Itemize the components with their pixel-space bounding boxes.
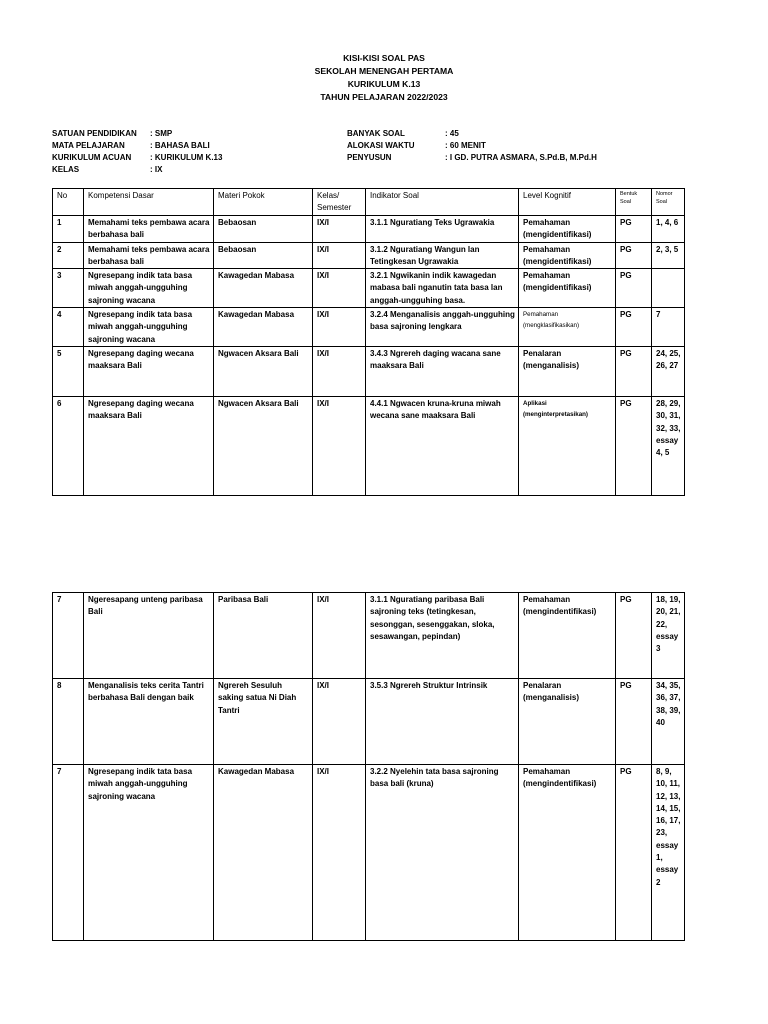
cell-indikator: 3.2.2 Nyelehin tata basa sajroning basa bali (kruna) (366, 765, 519, 941)
cell-bentuk-soal: PG (616, 679, 652, 765)
cell-kompetensi-dasar: Ngresepang indik tata basa miwah anggah-ungguhing sajroning wacana (84, 308, 214, 347)
meta-right (347, 128, 667, 164)
cell-kelas: IX/I (313, 396, 366, 495)
cell-no: 1 (53, 216, 84, 243)
meta-label: PENYUSUN (347, 153, 392, 162)
cell-level-kognitif: Penalaran (menganalisis) (519, 346, 616, 396)
cell-kelas: IX/I (313, 308, 366, 347)
table-row (53, 216, 685, 243)
meta-row (347, 152, 667, 164)
cell-bentuk-soal: PG (616, 269, 652, 308)
cell-indikator: 3.4.3 Ngrereh daging wacana sane maaksara Bali (366, 346, 519, 396)
cell-materi-pokok: Kawagedan Mabasa (214, 308, 313, 347)
cell-no: 4 (53, 308, 84, 347)
title-line: TAHUN PELAJARAN 2022/2023 (320, 92, 448, 102)
meta-value: : 45 (445, 129, 459, 138)
header-kompetensi-dasar: Kompetensi Dasar (84, 189, 214, 216)
cell-bentuk-soal: PG (616, 593, 652, 679)
header-no: No (53, 189, 84, 216)
title-line: KURIKULUM K.13 (347, 79, 421, 89)
cell-nomor-soal: 24, 25, 26, 27 (652, 346, 685, 396)
cell-level-kognitif: Pemahaman (mengidentifikasi) (519, 269, 616, 308)
cell-kelas: IX/I (313, 346, 366, 396)
meta-row (52, 152, 332, 164)
cell-kompetensi-dasar: Ngresepang daging wecana maaksara Bali (84, 396, 214, 495)
meta-value: : 60 MENIT (445, 141, 486, 150)
meta-row (347, 140, 667, 152)
cell-kelas: IX/I (313, 216, 366, 243)
cell-level-kognitif: Pemahaman (mengindentifikasi) (519, 593, 616, 679)
cell-level-kognitif (519, 308, 616, 347)
cell-no: 6 (53, 396, 84, 495)
header-level-kognitif: Level Kognitif (519, 189, 616, 216)
header-nomor-soal: Nomor Soal (652, 189, 685, 216)
cell-indikator: 4.4.1 Ngwacen kruna-kruna miwah wecana sane maaksara Bali (366, 396, 519, 495)
cell-kompetensi-dasar: Ngresepang indik tata basa miwah anggah-ungguhing sajroning wacana (84, 269, 214, 308)
cell-kelas: IX/I (313, 679, 366, 765)
cell-materi-pokok: Kawagedan Mabasa (214, 269, 313, 308)
cell-kompetensi-dasar: Ngresepang indik tata basa miwah anggah-ungguhing sajroning wacana (84, 765, 214, 941)
cell-bentuk-soal: PG (616, 396, 652, 495)
cell-bentuk-soal: PG (616, 765, 652, 941)
cell-level-kognitif: Pemahaman (mengidentifikasi) (519, 242, 616, 269)
header-materi-pokok: Materi Pokok (214, 189, 313, 216)
meta-value: : KURIKULUM K.13 (150, 153, 223, 162)
cell-nomor-soal (652, 269, 685, 308)
cell-indikator: 3.1.1 Nguratiang paribasa Bali sajroning teks (tetingkesan, sesonggan, sesenggakan, sloka, sesawangan, pepindan) (366, 593, 519, 679)
table-row (53, 765, 685, 941)
meta-value: : I GD. PUTRA ASMARA, S.Pd.B, M.Pd.H (445, 153, 597, 162)
meta-row (52, 128, 332, 140)
cell-nomor-soal: 28, 29, 30, 31, 32, 33, essay 4, 5 (652, 396, 685, 495)
meta-left (52, 128, 332, 176)
cell-bentuk-soal: PG (616, 346, 652, 396)
cell-kompetensi-dasar: Memahami teks pembawa acara berbahasa bali (84, 216, 214, 243)
meta-row (347, 128, 667, 140)
meta-value: : IX (150, 165, 163, 174)
cell-materi-pokok: Ngwacen Aksara Bali (214, 346, 313, 396)
meta-label: SATUAN PENDIDIKAN (52, 129, 137, 138)
cell-nomor-soal: 1, 4, 6 (652, 216, 685, 243)
cell-indikator: 3.1.2 Nguratiang Wangun lan Tetingkesan Ugrawakia (366, 242, 519, 269)
meta-label: KELAS (52, 165, 80, 174)
cell-kompetensi-dasar: Menganalisis teks cerita Tantri berbahasa Bali dengan baik (84, 679, 214, 765)
table-row (53, 679, 685, 765)
cell-kompetensi-dasar: Memahami teks pembawa acara berbahasa bali (84, 242, 214, 269)
cell-kelas: IX/I (313, 593, 366, 679)
cell-materi-pokok: Kawagedan Mabasa (214, 765, 313, 941)
cell-nomor-soal: 18, 19, 20, 21, 22, essay 3 (652, 593, 685, 679)
level-kognitif-text: Pemahaman (mengklasifikasikan) (523, 311, 580, 330)
cell-kompetensi-dasar: Ngeresapang unteng paribasa Bali (84, 593, 214, 679)
kisi-kisi-table-1 (52, 188, 685, 496)
table-row (53, 593, 685, 679)
cell-nomor-soal: 34, 35, 36, 37, 38, 39, 40 (652, 679, 685, 765)
cell-kompetensi-dasar: Ngresepang daging wecana maaksara Bali (84, 346, 214, 396)
kisi-kisi-table-2 (52, 592, 685, 941)
meta-label: ALOKASI WAKTU (347, 141, 415, 150)
table-row (53, 269, 685, 308)
table-row (53, 396, 685, 495)
cell-no: 3 (53, 269, 84, 308)
meta-label: BANYAK SOAL (347, 129, 405, 138)
header-indikator-soal: Indikator Soal (366, 189, 519, 216)
cell-indikator: 3.5.3 Ngrereh Struktur Intrinsik (366, 679, 519, 765)
meta-value: : SMP (150, 129, 173, 138)
cell-kelas: IX/I (313, 269, 366, 308)
cell-bentuk-soal: PG (616, 308, 652, 347)
title-line: KISI-KISI SOAL PAS (343, 53, 425, 63)
cell-no: 7 (53, 593, 84, 679)
cell-materi-pokok: Paribasa Bali (214, 593, 313, 679)
cell-nomor-soal: 2, 3, 5 (652, 242, 685, 269)
meta-row (52, 140, 332, 152)
table-row (53, 346, 685, 396)
cell-indikator: 3.1.1 Nguratiang Teks Ugrawakia (366, 216, 519, 243)
document-title (0, 52, 768, 104)
cell-no: 5 (53, 346, 84, 396)
meta-label: KURIKULUM ACUAN (52, 153, 132, 162)
level-kognitif-text: Aplikasi (menginterpretasikan) (523, 399, 588, 418)
cell-materi-pokok: Ngrereh Sesuluh saking satua Ni Diah Tantri (214, 679, 313, 765)
cell-materi-pokok: Bebaosan (214, 216, 313, 243)
table-header-row (53, 189, 685, 216)
cell-nomor-soal: 7 (652, 308, 685, 347)
cell-materi-pokok: Ngwacen Aksara Bali (214, 396, 313, 495)
cell-bentuk-soal: PG (616, 242, 652, 269)
meta-row (52, 164, 332, 176)
cell-no: 7 (53, 765, 84, 941)
cell-level-kognitif: Pemahaman (mengidentifikasi) (519, 216, 616, 243)
meta-label: MATA PELAJARAN (52, 141, 125, 150)
cell-kelas: IX/I (313, 242, 366, 269)
table-row (53, 308, 685, 347)
cell-level-kognitif (519, 396, 616, 495)
title-line: SEKOLAH MENENGAH PERTAMA (314, 66, 454, 76)
cell-level-kognitif: Pemahaman (mengindentifikasi) (519, 765, 616, 941)
cell-indikator: 3.2.4 Menganalisis anggah-ungguhing basa sajroning lengkara (366, 308, 519, 347)
cell-materi-pokok: Bebaosan (214, 242, 313, 269)
cell-level-kognitif: Penalaran (menganalisis) (519, 679, 616, 765)
header-bentuk-soal: Bentuk Soal (616, 189, 652, 216)
cell-no: 2 (53, 242, 84, 269)
cell-kelas: IX/I (313, 765, 366, 941)
meta-value: : BAHASA BALI (150, 141, 210, 150)
table-row (53, 242, 685, 269)
cell-bentuk-soal: PG (616, 216, 652, 243)
cell-no: 8 (53, 679, 84, 765)
cell-nomor-soal: 8, 9, 10, 11, 12, 13, 14, 15, 16, 17, 23, essay 1, essay 2 (652, 765, 685, 941)
cell-indikator: 3.2.1 Ngwikanin indik kawagedan mabasa bali nganutin tata basa lan anggah-ungguhing basa. (366, 269, 519, 308)
header-kelas-semester: Kelas/ Semester (313, 189, 366, 216)
